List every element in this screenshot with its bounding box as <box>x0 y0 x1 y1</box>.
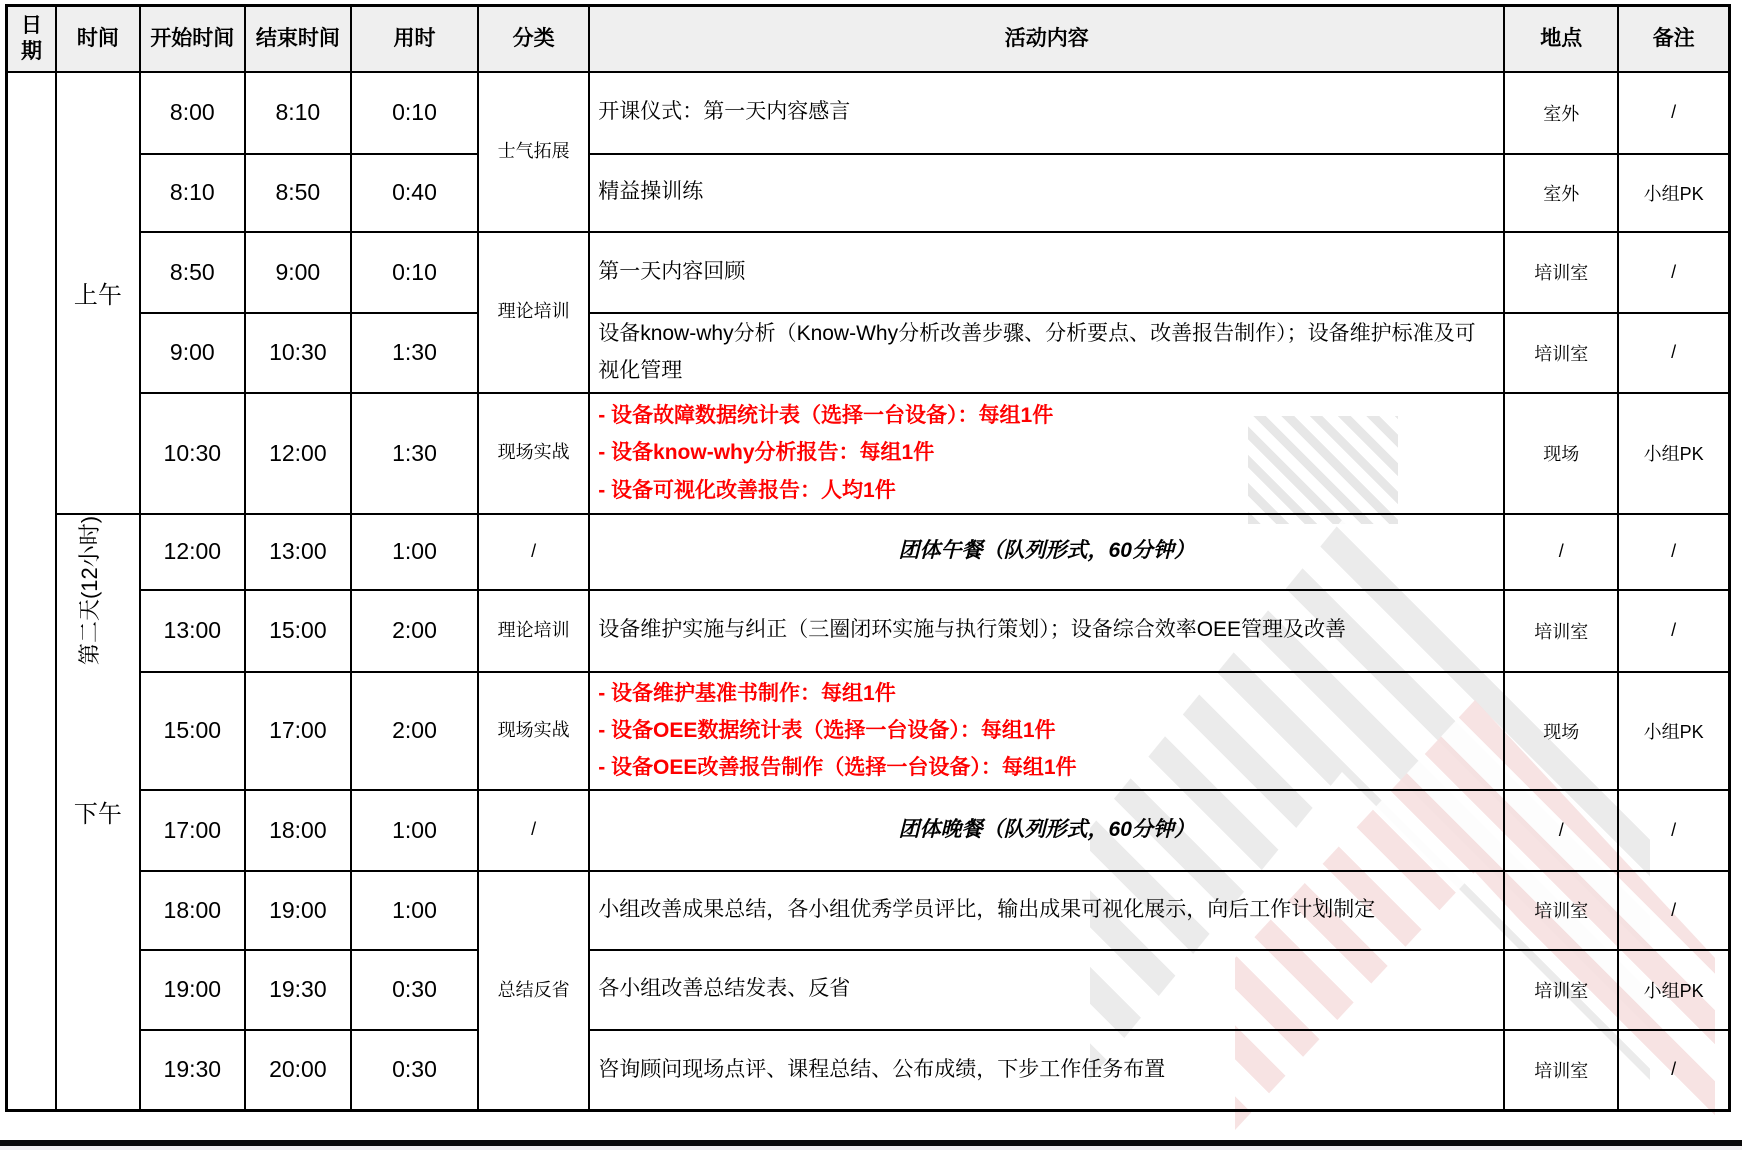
start-time-cell: 9:00 <box>140 313 245 393</box>
start-time-cell: 8:00 <box>140 72 245 154</box>
col-header-start: 开始时间 <box>140 6 245 72</box>
location-cell: 培训室 <box>1504 950 1618 1030</box>
table-row <box>7 232 1730 313</box>
bottom-margin-strip <box>0 1146 1742 1150</box>
location-cell: 培训室 <box>1504 871 1618 950</box>
duration-cell: 0:10 <box>351 72 478 154</box>
table-row <box>7 154 1730 232</box>
note-cell: 小组PK <box>1618 672 1729 790</box>
activity-cell: 设备know-why分析（Know-Why分析改善步骤、分析要点、改善报告制作）；设备维护标准及可视化管理 <box>589 313 1504 393</box>
table-row <box>7 514 1730 590</box>
start-time-cell: 15:00 <box>140 672 245 790</box>
start-time-cell: 10:30 <box>140 393 245 514</box>
end-time-cell: 10:30 <box>245 313 351 393</box>
activity-cell: 团体午餐（队列形式，60分钟） <box>589 514 1504 590</box>
start-time-cell: 19:00 <box>140 950 245 1030</box>
location-cell: / <box>1504 514 1618 590</box>
col-header-category: 分类 <box>478 6 589 72</box>
duration-cell: 0:10 <box>351 232 478 313</box>
start-time-cell: 8:50 <box>140 232 245 313</box>
table-row <box>7 1030 1730 1111</box>
duration-cell: 2:00 <box>351 590 478 672</box>
activity-cell <box>589 393 1504 514</box>
day-label: 第二天(12小时) <box>77 516 103 666</box>
duration-cell: 1:00 <box>351 871 478 950</box>
location-cell: 培训室 <box>1504 1030 1618 1111</box>
duration-cell: 1:30 <box>351 313 478 393</box>
category-cell: 士气拓展 <box>478 72 589 232</box>
activity-cell <box>589 672 1504 790</box>
deliverable-line: - 设备可视化改善报告：人均1件 <box>598 478 896 502</box>
category-cell: 总结反省 <box>478 871 589 1111</box>
location-cell: 室外 <box>1504 154 1618 232</box>
table-row <box>7 950 1730 1030</box>
end-time-cell: 13:00 <box>245 514 351 590</box>
deliverable-line: - 设备故障数据统计表（选择一台设备）：每组1件 <box>598 403 1054 427</box>
category-cell: 现场实战 <box>478 672 589 790</box>
duration-cell: 2:00 <box>351 672 478 790</box>
end-time-cell: 8:50 <box>245 154 351 232</box>
location-cell: 培训室 <box>1504 232 1618 313</box>
col-header-end: 结束时间 <box>245 6 351 72</box>
category-cell: / <box>478 514 589 590</box>
note-cell: / <box>1618 790 1729 871</box>
duration-cell: 1:00 <box>351 790 478 871</box>
period-pm-cell: 下午 <box>56 514 140 1111</box>
deliverable-line: - 设备维护基准书制作：每组1件 <box>598 681 896 705</box>
start-time-cell: 8:10 <box>140 154 245 232</box>
note-cell: / <box>1618 514 1729 590</box>
end-time-cell: 9:00 <box>245 232 351 313</box>
location-cell: 现场 <box>1504 393 1618 514</box>
note-cell: / <box>1618 232 1729 313</box>
col-header-location: 地点 <box>1504 6 1618 72</box>
location-cell: 室外 <box>1504 72 1618 154</box>
table-row <box>7 313 1730 393</box>
note-cell: / <box>1618 72 1729 154</box>
category-cell: / <box>478 790 589 871</box>
category-cell: 理论培训 <box>478 232 589 393</box>
start-time-cell: 12:00 <box>140 514 245 590</box>
end-time-cell: 12:00 <box>245 393 351 514</box>
location-cell: 现场 <box>1504 672 1618 790</box>
note-cell: 小组PK <box>1618 154 1729 232</box>
training-schedule-table <box>5 4 1731 1112</box>
note-cell: 小组PK <box>1618 393 1729 514</box>
location-cell: / <box>1504 790 1618 871</box>
period-am-cell: 上午 <box>56 72 140 514</box>
activity-cell: 设备维护实施与纠正（三圈闭环实施与执行策划）；设备综合效率OEE管理及改善 <box>589 590 1504 672</box>
activity-cell: 团体晚餐（队列形式，60分钟） <box>589 790 1504 871</box>
deliverable-line: - 设备OEE数据统计表（选择一台设备）：每组1件 <box>598 718 1056 742</box>
table-row <box>7 72 1730 154</box>
end-time-cell: 19:00 <box>245 871 351 950</box>
activity-cell: 精益操训练 <box>589 154 1504 232</box>
end-time-cell: 17:00 <box>245 672 351 790</box>
end-time-cell: 19:30 <box>245 950 351 1030</box>
activity-cell: 第一天内容回顾 <box>589 232 1504 313</box>
start-time-cell: 17:00 <box>140 790 245 871</box>
note-cell: 小组PK <box>1618 950 1729 1030</box>
col-header-duration: 用时 <box>351 6 478 72</box>
table-row <box>7 590 1730 672</box>
col-header-note: 备注 <box>1618 6 1729 72</box>
note-cell: / <box>1618 871 1729 950</box>
duration-cell: 0:30 <box>351 1030 478 1111</box>
category-cell: 现场实战 <box>478 393 589 514</box>
table-row <box>7 672 1730 790</box>
deliverable-line: - 设备OEE改善报告制作（选择一台设备）：每组1件 <box>598 756 1077 780</box>
table-row <box>7 790 1730 871</box>
duration-cell: 1:30 <box>351 393 478 514</box>
activity-cell: 各小组改善总结发表、反省 <box>589 950 1504 1030</box>
col-header-activity: 活动内容 <box>589 6 1504 72</box>
start-time-cell: 18:00 <box>140 871 245 950</box>
header-row <box>7 6 1730 72</box>
note-cell: / <box>1618 590 1729 672</box>
location-cell: 培训室 <box>1504 313 1618 393</box>
col-header-time: 时间 <box>56 6 140 72</box>
end-time-cell: 18:00 <box>245 790 351 871</box>
end-time-cell: 8:10 <box>245 72 351 154</box>
note-cell: / <box>1618 313 1729 393</box>
activity-cell: 开课仪式：第一天内容感言 <box>589 72 1504 154</box>
duration-cell: 1:00 <box>351 514 478 590</box>
note-cell: / <box>1618 1030 1729 1111</box>
activity-cell: 咨询顾问现场点评、课程总结、公布成绩，下步工作任务布置 <box>589 1030 1504 1111</box>
duration-cell: 0:40 <box>351 154 478 232</box>
end-time-cell: 20:00 <box>245 1030 351 1111</box>
start-time-cell: 13:00 <box>140 590 245 672</box>
start-time-cell: 19:30 <box>140 1030 245 1111</box>
activity-cell: 小组改善成果总结，各小组优秀学员评比，输出成果可视化展示，向后工作计划制定 <box>589 871 1504 950</box>
table-row <box>7 871 1730 950</box>
end-time-cell: 15:00 <box>245 590 351 672</box>
location-cell: 培训室 <box>1504 590 1618 672</box>
table-row <box>7 393 1730 514</box>
col-header-date: 日期 <box>7 6 56 72</box>
deliverable-line: - 设备know-why分析报告：每组1件 <box>598 441 935 465</box>
category-cell: 理论培训 <box>478 590 589 672</box>
duration-cell: 0:30 <box>351 950 478 1030</box>
